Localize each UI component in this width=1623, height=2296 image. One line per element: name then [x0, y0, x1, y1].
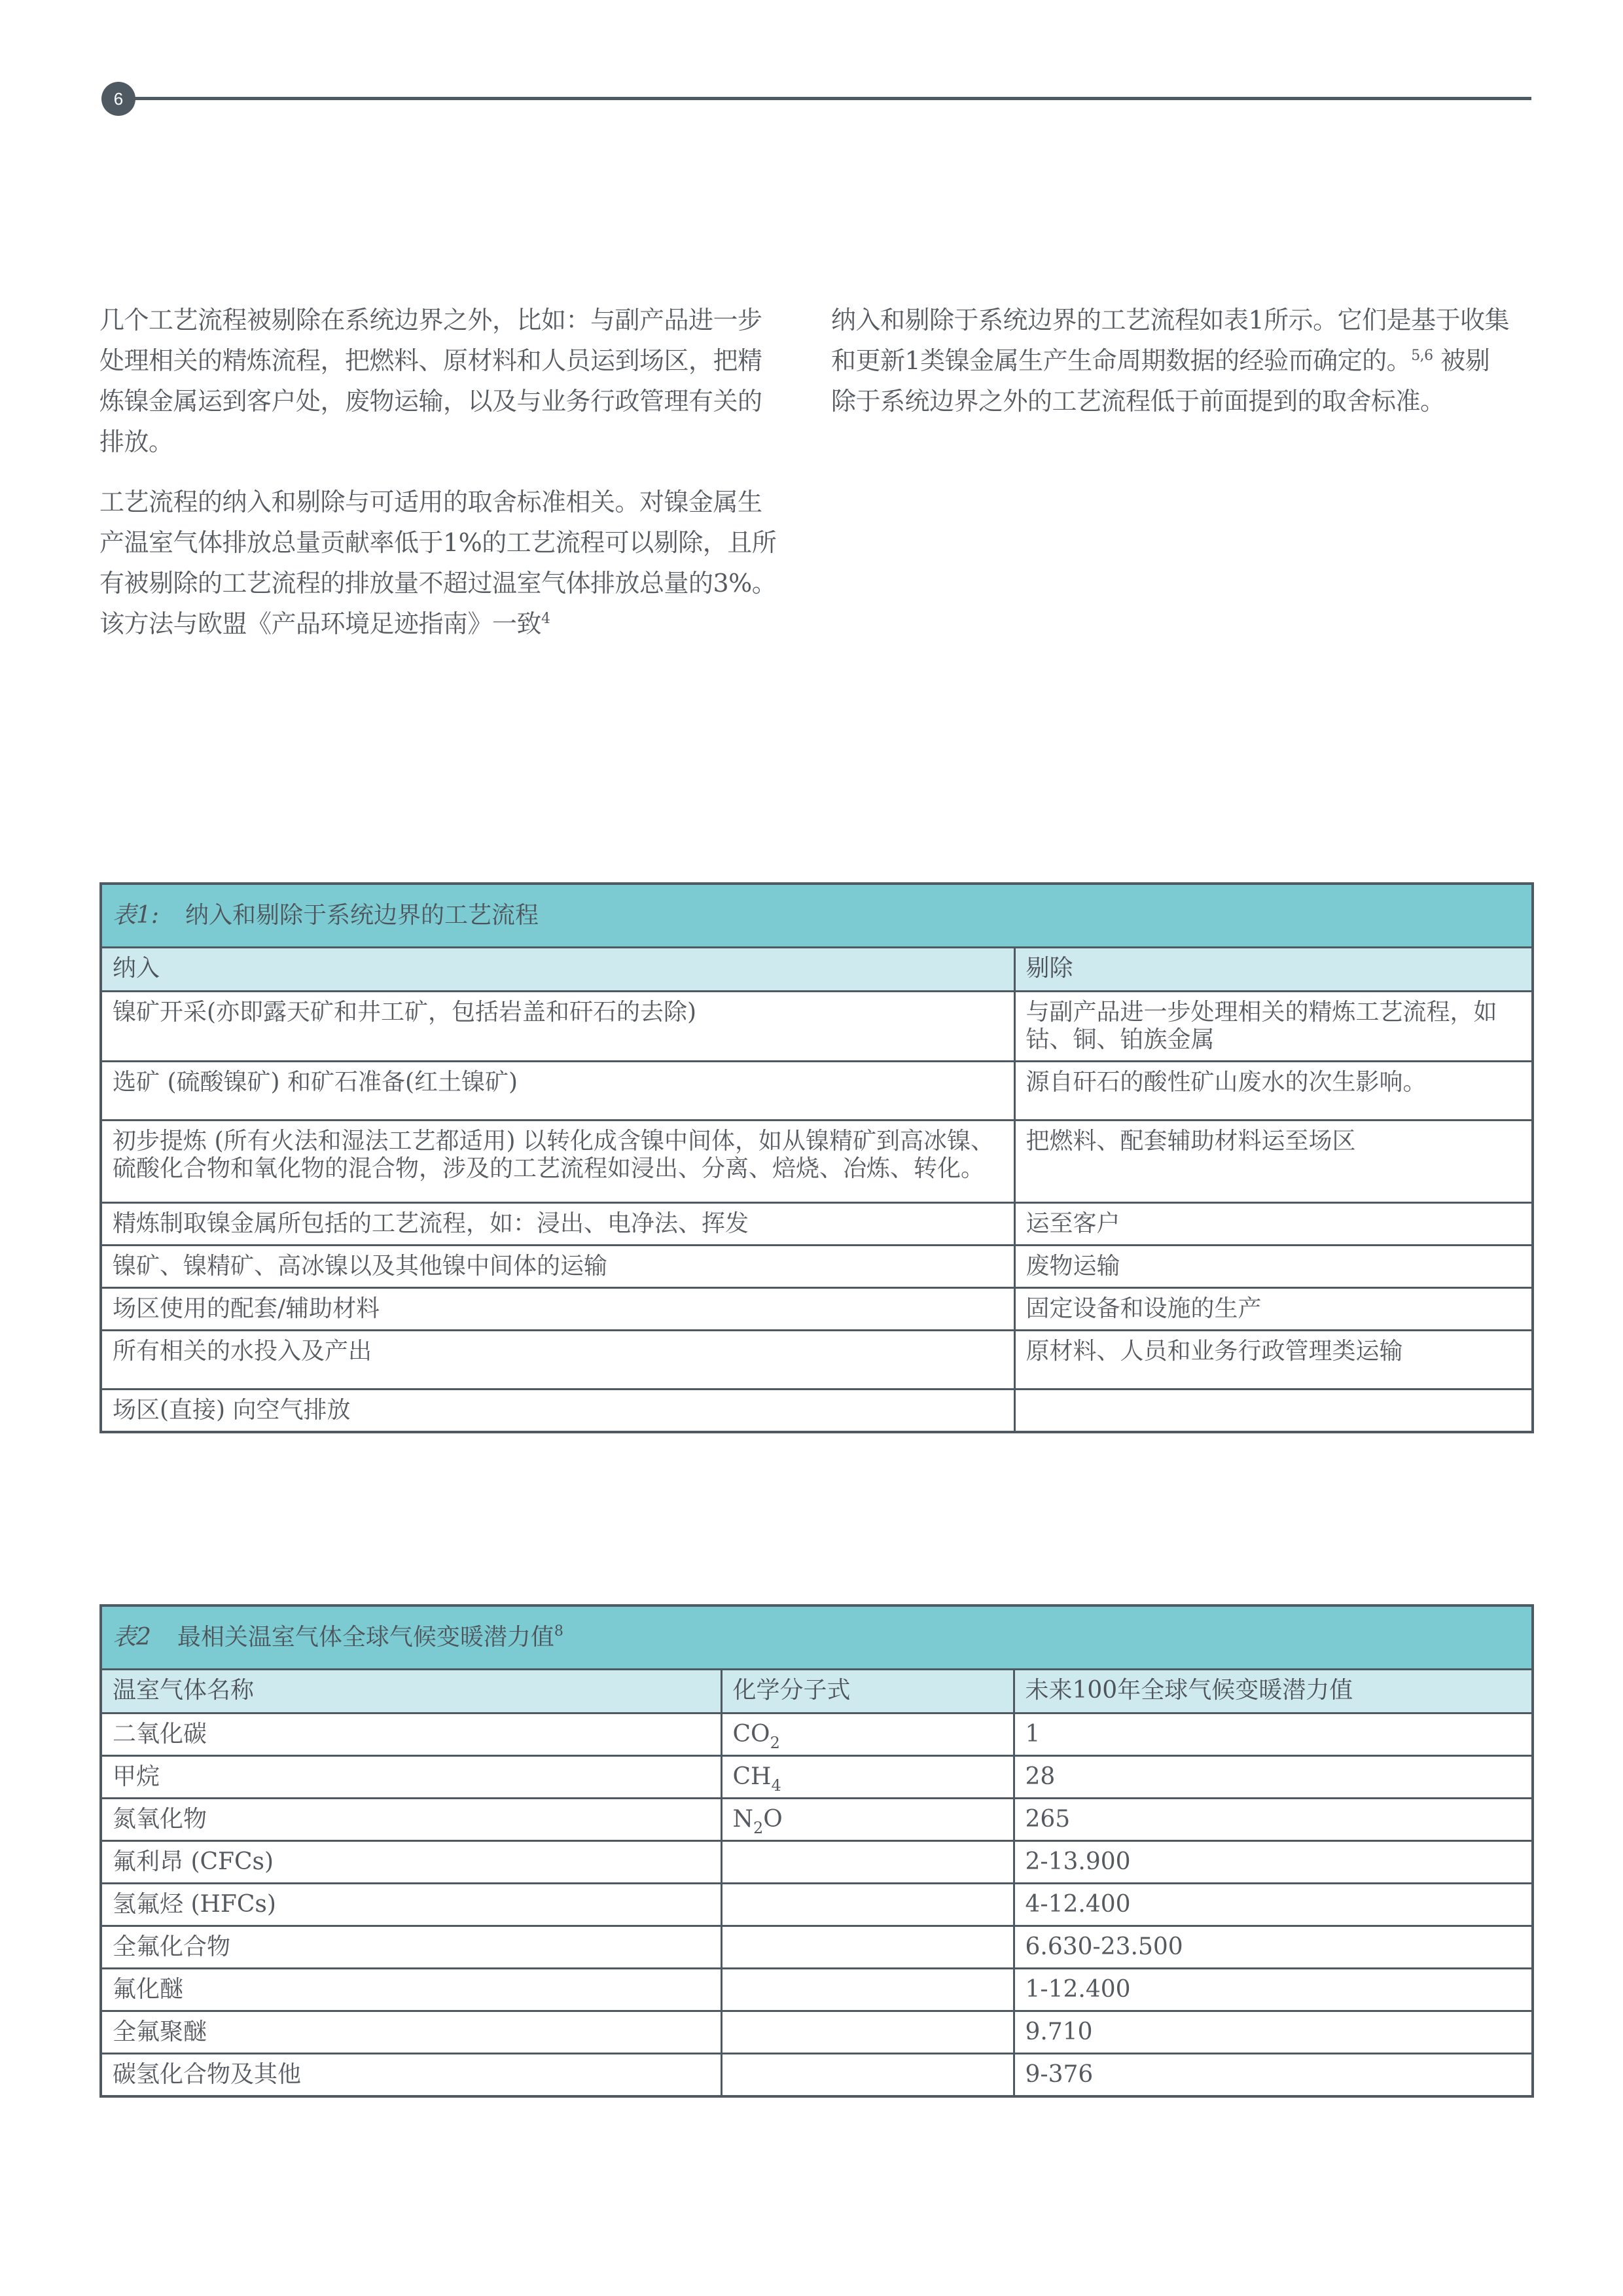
cell-formula — [721, 1969, 1014, 2011]
table-title: 最相关温室气体全球气候变暖潜力值 — [177, 1624, 554, 1651]
cell-gas-name: 氟化醚 — [101, 1969, 721, 2011]
table-row — [101, 2054, 1533, 2097]
cell-excluded-process: 固定设备和设施的生产 — [1014, 1288, 1533, 1331]
right-text-column — [831, 300, 1512, 441]
cell-formula — [721, 1713, 1014, 1756]
cell-formula — [721, 1841, 1014, 1884]
cell-gas-name: 氟利昂 (CFCs) — [101, 1841, 721, 1884]
paragraph-text: 被剔除于系统边界之外的工艺流程低于前面提到的取舍标准。 — [831, 346, 1490, 416]
cell-gas-name: 全氟聚醚 — [101, 2011, 721, 2054]
cell-gas-name: 氢氟烃 (HFCs) — [101, 1884, 721, 1926]
page-number-badge: 6 — [101, 82, 135, 116]
cell-included-process: 场区(直接) 向空气排放 — [101, 1390, 1014, 1433]
cell-excluded-process: 与副产品进一步处理相关的精炼工艺流程，如钴、铜、铂族金属 — [1014, 992, 1533, 1062]
table-number: 表2 — [113, 1624, 151, 1651]
paragraph-cutoff-criteria — [99, 482, 780, 644]
formula-subscript: 2 — [753, 1819, 764, 1837]
table-caption — [101, 884, 1533, 948]
cell-included-process: 镍矿开采(亦即露天矿和井工矿，包括岩盖和矸石的去除) — [101, 992, 1014, 1062]
cell-gwp-value: 1-12.400 — [1014, 1969, 1533, 2011]
cell-excluded-process: 原材料、人员和业务行政管理类运输 — [1014, 1331, 1533, 1390]
table-row — [101, 1841, 1533, 1884]
cell-formula — [721, 2011, 1014, 2054]
table-row — [101, 1288, 1533, 1331]
cell-formula — [721, 1926, 1014, 1969]
table-row — [101, 1926, 1533, 1969]
formula-tail: O — [763, 1806, 783, 1833]
cell-included-process: 精炼制取镍金属所包括的工艺流程，如：浸出、电净法、挥发 — [101, 1203, 1014, 1246]
cell-excluded-process: 源自矸石的酸性矿山废水的次生影响。 — [1014, 1062, 1533, 1121]
table-row — [101, 1203, 1533, 1246]
column-header-formula: 化学分子式 — [721, 1670, 1014, 1713]
cell-gwp-value: 2-13.900 — [1014, 1841, 1533, 1884]
cell-excluded-process — [1014, 1390, 1533, 1433]
table-row — [101, 1331, 1533, 1390]
footnote-ref[interactable]: 5,6 — [1411, 348, 1433, 364]
cell-gas-name: 碳氢化合物及其他 — [101, 2054, 721, 2097]
table-row — [101, 1121, 1533, 1203]
table-row — [101, 1799, 1533, 1841]
table-process-boundary — [99, 882, 1534, 1433]
column-header-gwp: 未来100年全球气候变暖潜力值 — [1014, 1670, 1533, 1713]
cell-included-process: 选矿 (硫酸镍矿) 和矿石准备(红土镍矿) — [101, 1062, 1014, 1121]
cell-gwp-value: 28 — [1014, 1756, 1533, 1799]
cell-included-process: 场区使用的配套/辅助材料 — [101, 1288, 1014, 1331]
cell-formula — [721, 1756, 1014, 1799]
paragraph-text: 工艺流程的纳入和剔除与可适用的取舍标准相关。对镍金属生产温室气体排放总量贡献率低于1%的工艺流程可以剔除，且所有被剔除的工艺流程的排放量不超过温室气体排放总量的3%。该方法与欧盟《产品环境足迹指南》一致 — [99, 488, 777, 638]
table-number: 表1: — [113, 902, 160, 929]
column-header-gas-name: 温室气体名称 — [101, 1670, 721, 1713]
header-rule — [131, 97, 1531, 100]
column-header-excluded: 剔除 — [1014, 948, 1533, 992]
table-row — [101, 1062, 1533, 1121]
cell-included-process: 所有相关的水投入及产出 — [101, 1331, 1014, 1390]
formula-subscript: 2 — [770, 1734, 780, 1752]
footnote-ref[interactable]: 4 — [541, 611, 550, 627]
table-header-row — [101, 1670, 1533, 1713]
table-row — [101, 2011, 1533, 2054]
table-caption-row — [101, 1605, 1533, 1670]
column-header-included: 纳入 — [101, 948, 1014, 992]
paragraph-text: 几个工艺流程被剔除在系统边界之外，比如：与副产品进一步处理相关的精炼流程，把燃料、原材料和人员运到场区，把精炼镍金属运到客户处，废物运输，以及与业务行政管理有关的排放。 — [99, 306, 762, 456]
formula-base: CH — [732, 1763, 772, 1790]
cell-excluded-process: 废物运输 — [1014, 1246, 1533, 1288]
cell-gwp-value: 9-376 — [1014, 2054, 1533, 2097]
cell-excluded-process: 运至客户 — [1014, 1203, 1533, 1246]
cell-gas-name: 二氧化碳 — [101, 1713, 721, 1756]
table-gwp-values — [99, 1604, 1534, 2098]
formula-subscript: 4 — [771, 1776, 781, 1795]
cell-gas-name: 全氟化合物 — [101, 1926, 721, 1969]
cell-gwp-value: 9.710 — [1014, 2011, 1533, 2054]
cell-excluded-process: 把燃料、配套辅助材料运至场区 — [1014, 1121, 1533, 1203]
table-caption — [101, 1605, 1533, 1670]
formula-base: CO — [732, 1721, 770, 1748]
cell-gas-name: 甲烷 — [101, 1756, 721, 1799]
cell-gwp-value: 1 — [1014, 1713, 1533, 1756]
table-row — [101, 1390, 1533, 1433]
table-row — [101, 992, 1533, 1062]
cell-gwp-value: 6.630-23.500 — [1014, 1926, 1533, 1969]
table-caption-row — [101, 884, 1533, 948]
cell-included-process: 初步提炼 (所有火法和湿法工艺都适用) 以转化成含镍中间体，如从镍精矿到高冰镍、硫酸化合物和氧化物的混合物，涉及的工艺流程如浸出、分离、焙烧、冶炼、转化。 — [101, 1121, 1014, 1203]
cell-gwp-value: 4-12.400 — [1014, 1884, 1533, 1926]
cell-formula — [721, 1799, 1014, 1841]
table-header-row — [101, 948, 1533, 992]
table-row — [101, 1756, 1533, 1799]
paragraph-system-boundary — [99, 300, 780, 462]
table-row — [101, 1246, 1533, 1288]
table-row — [101, 1969, 1533, 2011]
cell-included-process: 镍矿、镍精矿、高冰镍以及其他镍中间体的运输 — [101, 1246, 1014, 1288]
cell-formula — [721, 1884, 1014, 1926]
table-title: 纳入和剔除于系统边界的工艺流程 — [185, 902, 539, 929]
left-text-column — [99, 300, 780, 664]
paragraph-table-reference — [831, 300, 1512, 422]
cell-formula — [721, 2054, 1014, 2097]
cell-gwp-value: 265 — [1014, 1799, 1533, 1841]
paragraph-text: 纳入和剔除于系统边界的工艺流程如表1所示。它们是基于收集和更新1类镍金属生产生命周期数据的经验而确定的。 — [831, 306, 1510, 375]
table-row — [101, 1713, 1533, 1756]
footnote-ref[interactable]: 8 — [554, 1623, 563, 1640]
formula-base: N — [732, 1806, 753, 1833]
cell-gas-name: 氮氧化物 — [101, 1799, 721, 1841]
table-row — [101, 1884, 1533, 1926]
